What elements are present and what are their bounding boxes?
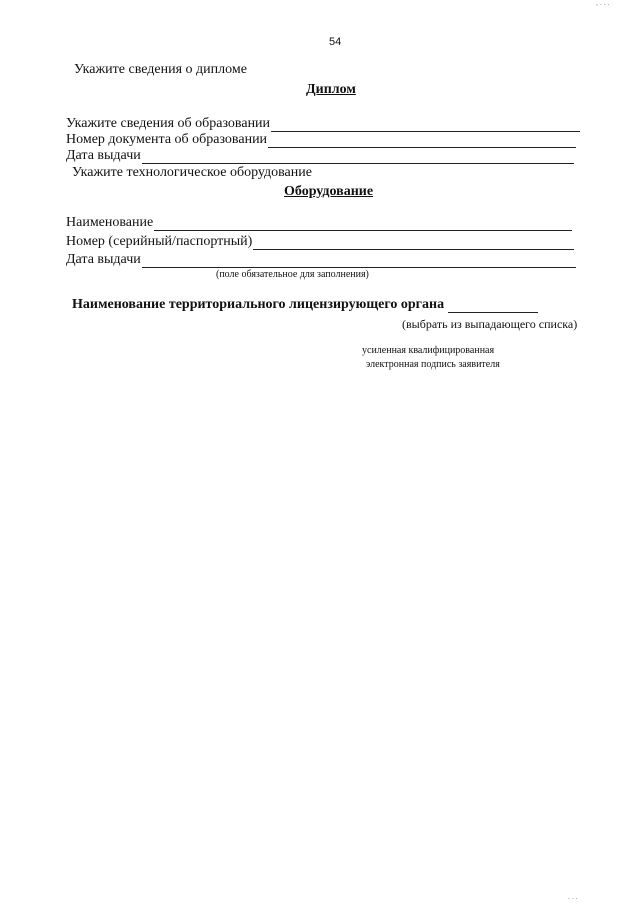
diploma-title: Диплом — [306, 82, 356, 97]
diploma-issue-date-label: Дата выдачи — [66, 148, 141, 163]
diploma-prompt: Укажите сведения о дипломе — [74, 62, 247, 77]
equipment-name-label: Наименование — [66, 215, 154, 230]
signature-note-line2: электронная подпись заявителя — [366, 359, 500, 370]
education-document-number-label: Номер документа об образовании — [66, 132, 268, 147]
page-number: 54 — [329, 36, 342, 48]
equipment-serial-number-field[interactable] — [66, 234, 574, 250]
equipment-serial-number-label: Номер (серийный/паспортный) — [66, 234, 253, 249]
licensing-authority-field[interactable] — [72, 297, 538, 313]
top-right-corner-mark: , . . . — [596, 0, 610, 7]
education-info-input-line[interactable] — [271, 118, 580, 132]
licensing-authority-hint: (выбрать из выпадающего списка) — [402, 317, 578, 331]
equipment-name-field[interactable] — [66, 215, 572, 231]
education-info-label: Укажите сведения об образовании — [66, 116, 271, 131]
equipment-issue-date-field[interactable] — [66, 252, 576, 268]
bottom-right-corner-mark: . . . — [568, 894, 578, 901]
licensing-authority-select[interactable] — [448, 299, 538, 313]
education-document-number-input-line[interactable] — [268, 134, 576, 148]
education-document-number-field[interactable] — [66, 132, 576, 148]
required-field-note: (поле обязательное для заполнения) — [216, 269, 369, 280]
diploma-issue-date-field[interactable] — [66, 148, 574, 164]
diploma-issue-date-input-line[interactable] — [142, 150, 574, 164]
equipment-serial-number-input-line[interactable] — [253, 236, 574, 250]
licensing-authority-label: Наименование территориального лицензирующего органа — [72, 297, 445, 312]
equipment-issue-date-label: Дата выдачи — [66, 252, 141, 267]
equipment-name-input-line[interactable] — [154, 217, 572, 231]
equipment-title: Оборудование — [284, 184, 374, 199]
signature-note-line1: усиленная квалифицированная — [362, 345, 495, 356]
equipment-issue-date-input-line[interactable] — [142, 254, 576, 268]
equipment-prompt: Укажите технологическое оборудование — [72, 165, 312, 180]
education-info-field[interactable] — [66, 116, 580, 132]
